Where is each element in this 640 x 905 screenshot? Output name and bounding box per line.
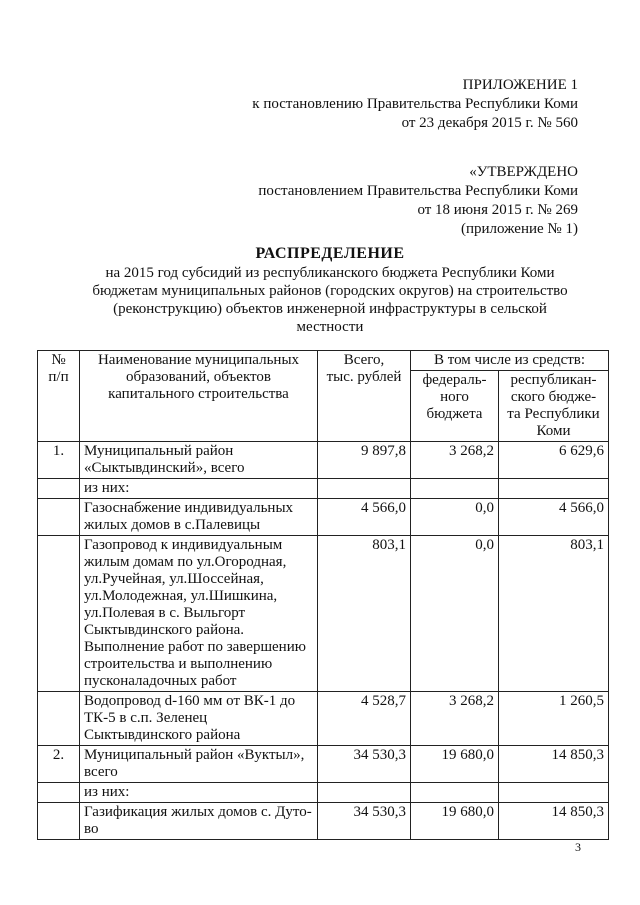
row-federal: 3 268,2 [411,692,499,746]
row-name-line: Водопровод d-160 мм от ВК-1 до [84,693,296,709]
table-row [38,692,609,746]
subtitle-line: на 2015 год субсидий из республиканского бюджета Республики Коми [105,265,555,281]
header-including: В том числе из средств: [411,351,609,371]
approved-line: «УТВЕРЖДЕНО [469,164,578,180]
row-name [80,746,318,783]
header-republic-line: ского бюдже- [510,389,597,405]
row-total: 4 528,7 [318,692,411,746]
row-number [38,803,80,840]
row-name [80,442,318,479]
page-number: 3 [575,840,581,854]
row-name-line: из них: [84,784,130,800]
row-total: 4 566,0 [318,499,411,536]
header-federal [411,371,499,442]
header-federal-line: бюджета [426,406,483,422]
row-total: 34 530,3 [318,803,411,840]
row-name [80,499,318,536]
row-total [318,479,411,499]
row-name [80,692,318,746]
row-federal: 0,0 [411,499,499,536]
header-name-line: Наименование муниципальных [97,352,300,368]
row-federal: 3 268,2 [411,442,499,479]
row-name-line: во [84,821,99,837]
header-republic-line: та Республики [507,406,600,422]
row-name-line: жилым домам по ул.Огородная, [84,554,287,570]
subtitle-line: местности [296,319,364,335]
header-no [38,351,80,442]
appendix-line: от 23 декабря 2015 г. № 560 [401,115,578,131]
row-number [38,536,80,692]
header-federal-line: федераль- [422,372,487,388]
row-name-line: Сыктывдинского района [84,727,241,743]
row-republic: 14 850,3 [499,746,609,783]
row-number [38,692,80,746]
row-name [80,803,318,840]
row-name-line: пусконаладочных работ [84,673,237,689]
header-row [38,351,609,371]
row-name-line: Муниципальный район «Вуктыл», [84,747,305,763]
row-total: 9 897,8 [318,442,411,479]
row-total: 803,1 [318,536,411,692]
approved-line: от 18 июня 2015 г. № 269 [417,202,578,218]
row-name-line: Муниципальный район [84,443,234,459]
row-name-line: из них: [84,480,130,496]
row-name-line: ул.Полевая в с. Выльгорт [84,605,246,621]
row-federal: 19 680,0 [411,803,499,840]
appendix-header [218,76,578,133]
table-row [38,536,609,692]
row-republic: 4 566,0 [499,499,609,536]
table-row [38,803,609,840]
distribution-table [37,350,609,840]
row-number: 2. [38,746,80,783]
row-total [318,783,411,803]
row-federal [411,783,499,803]
row-republic: 6 629,6 [499,442,609,479]
row-republic: 14 850,3 [499,803,609,840]
appendix-line: к постановлению Правительства Республики Коми [252,96,578,112]
header-republic-line: республикан- [510,372,597,388]
row-name-line: строительства и выполнению [84,656,273,672]
row-number [38,783,80,803]
header-federal-line: ного [440,389,469,405]
row-republic: 1 260,5 [499,692,609,746]
row-name-line: всего [84,764,118,780]
row-republic [499,783,609,803]
row-name-line: жилых домов в с.Палевицы [84,517,261,533]
header-total [318,351,411,442]
row-number [38,499,80,536]
approved-header [218,163,578,239]
table-row [38,479,609,499]
table-row [38,499,609,536]
header-total-line: тыс. рублей [326,369,402,385]
row-name-line: «Сыктывдинский», всего [84,460,245,476]
header-name-line: капитального строительства [108,386,289,402]
appendix-line: ПРИЛОЖЕНИЕ 1 [462,77,578,93]
row-name [80,479,318,499]
header-name-line: образований, объектов [126,369,271,385]
table-row [38,442,609,479]
header-republic [499,371,609,442]
header-republic-line: Коми [536,423,571,439]
row-number [38,479,80,499]
row-name-line: ТК-5 в с.п. Зеленец [84,710,208,726]
row-name-line: Сыктывдинского района. [84,622,245,638]
row-republic: 803,1 [499,536,609,692]
header-no-line: № [51,352,66,368]
subtitle-line: (реконструкцию) объектов инженерной инфраструктуры в сельской [113,301,547,317]
table-row [38,783,609,803]
approved-line: (приложение № 1) [460,221,578,237]
row-number: 1. [38,442,80,479]
approved-line: постановлением Правительства Республики Коми [258,183,578,199]
row-federal: 19 680,0 [411,746,499,783]
row-name-line: ул.Молодежная, ул.Шишкина, [84,588,278,604]
header-name [80,351,318,442]
table-row [38,746,609,783]
table-body [38,442,609,840]
subtitle-line: бюджетам муниципальных районов (городских округов) на строительство [92,283,568,299]
row-name-line: Выполнение работ по завершению [84,639,306,655]
row-federal: 0,0 [411,536,499,692]
row-name-line: ул.Ручейная, ул.Шоссейная, [84,571,264,587]
header-total-line: Всего, [343,352,385,368]
row-name [80,536,318,692]
header-no-line: п/п [48,369,69,385]
document-subtitle [80,264,580,336]
row-name-line: Газопровод к индивидуальным [84,537,283,553]
document-title: РАСПРЕДЕЛЕНИЕ [255,245,405,262]
row-total: 34 530,3 [318,746,411,783]
row-republic [499,479,609,499]
row-federal [411,479,499,499]
row-name [80,783,318,803]
row-name-line: Газоснабжение индивидуальных [84,500,294,516]
row-name-line: Газификация жилых домов с. Дуто- [84,804,312,820]
